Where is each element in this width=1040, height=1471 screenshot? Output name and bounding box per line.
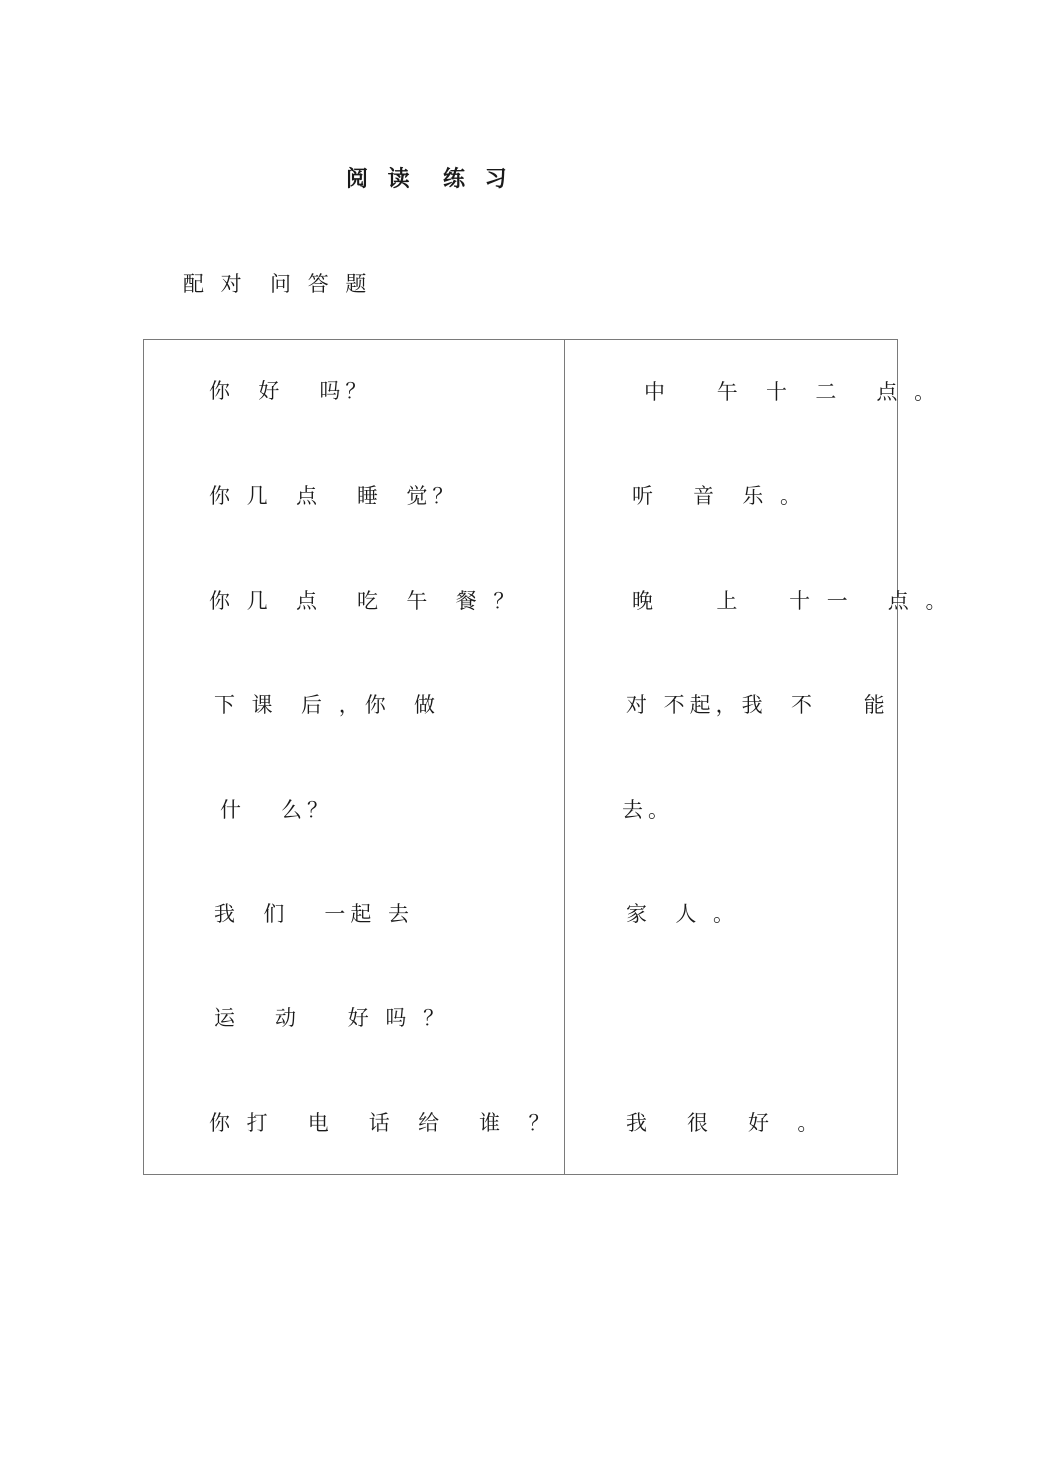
section-heading: 配 对 问 答 题 (183, 272, 372, 296)
question-line: 什 么？ (220, 798, 334, 822)
answer-line: 中 午 十 二 点 。 (644, 380, 941, 404)
question-line: 我 们 一起 去 (214, 902, 415, 926)
question-line: 你 几 点 吃 午 餐 ？ (209, 589, 520, 613)
question-line: 你 打 电 话 给 谁 ？ (209, 1111, 555, 1135)
answer-line: 晚 上 十 一 点 。 (632, 589, 952, 613)
answer-line: 我 很 好 。 (626, 1111, 824, 1135)
column-divider (564, 339, 565, 1175)
question-line: 运 动 好 吗 ？ (214, 1006, 450, 1030)
question-line: 你 好 吗？ (209, 379, 372, 403)
question-line: 下 课 后 ，你 做 (214, 693, 441, 717)
answer-line: 去。 (622, 798, 674, 822)
answer-line: 听 音 乐 。 (632, 484, 807, 508)
answer-line: 对 不起，我 不 能 (626, 693, 890, 717)
matching-table (143, 339, 898, 1175)
page-title: 阅 读 练 习 (346, 166, 513, 192)
question-line: 你 几 点 睡 觉？ (209, 484, 459, 508)
answer-line: 家 人 。 (626, 902, 740, 926)
